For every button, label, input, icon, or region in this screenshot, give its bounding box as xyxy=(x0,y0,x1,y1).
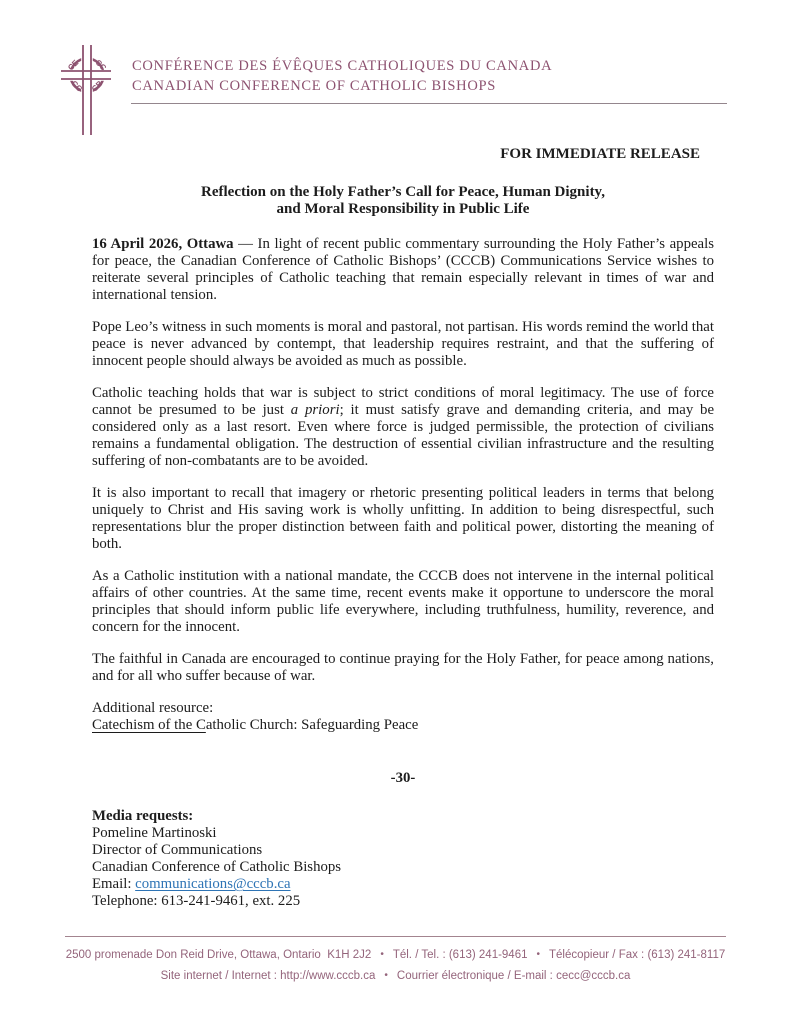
contact-phone-line: Telephone: 613-241-9461, ext. 225 xyxy=(92,893,301,909)
footer-email: Courrier électronique / E-mail : cecc@cccb.ca xyxy=(396,969,631,982)
page-footer xyxy=(0,936,791,986)
document-title xyxy=(92,184,714,218)
document-body xyxy=(92,146,714,910)
contact-name: Pomeline Martinoski xyxy=(92,825,217,841)
resource-link-rest: atholic Church: Safeguarding Peace xyxy=(205,717,419,733)
bullet-separator-icon: • xyxy=(536,949,541,960)
svg-text:CC: CC xyxy=(93,57,109,73)
footer-telephone: Tél. / Tel. : (613) 241-9461 xyxy=(392,949,528,961)
contact-organization: Canadian Conference of Catholic Bishops xyxy=(92,859,342,875)
org-name-english: CANADIAN CONFERENCE OF CATHOLIC BISHOPS xyxy=(132,77,497,94)
footer-address: 2500 promenade Don Reid Drive, Ottawa, Ontario K1H 2J2 xyxy=(65,949,372,961)
cccb-logo xyxy=(60,44,112,136)
paragraph-5: As a Catholic institution with a national mandate, the CCCB does not intervene in the internal political affairs of other countries. At the same time, recent events make it opportune to underscore the moral principles that should inform public life everywhere, including truthfulness, humility, reverence, and concern for the innocent. xyxy=(92,568,714,635)
cross-circle-logo-icon xyxy=(60,44,112,136)
media-requests-heading: Media requests: xyxy=(92,808,194,824)
resource-label: Additional resource: xyxy=(92,700,214,716)
footer-address-line xyxy=(65,945,726,966)
latin-phrase: a priori xyxy=(290,402,340,418)
svg-text:CC: CC xyxy=(69,78,85,94)
header-divider xyxy=(131,103,727,104)
body-paragraphs xyxy=(92,236,714,910)
email-link[interactable]: communications@cccb.ca xyxy=(135,876,291,892)
footer-content xyxy=(65,936,726,986)
paragraph-4: It is also important to recall that imagery or rhetoric presenting political leaders in terms that belong uniquely to Christ and His saving work is wholly unfitting. In addition to being disrespectful, such representations blur the proper distinction between faith and political power, distorting the meaning of both. xyxy=(92,485,714,552)
media-requests-block xyxy=(92,808,714,910)
bullet-separator-icon: • xyxy=(380,949,384,960)
footer-web-line xyxy=(65,966,726,987)
footer-fax: Télécopieur / Fax : (613) 241-8117 xyxy=(549,949,726,961)
email-label: Email: xyxy=(92,876,136,892)
bullet-separator-icon: • xyxy=(384,969,388,981)
contact-email-line xyxy=(92,876,714,893)
paragraph-6: The faithful in Canada are encouraged to continue praying for the Holy Father, for peace among nations, and for all who suffer because of war. xyxy=(92,651,714,684)
release-tag: FOR IMMEDIATE RELEASE xyxy=(500,146,700,162)
paragraph-1-text: — In light of recent public commentary surrounding the Holy Father’s appeals for peace, the Canadian Conference of Catholic Bishops’ (CCCB) Communications Service wishes to reiterate several principles of Catholic teaching that remain especially relevant in times of war and international tension. xyxy=(92,236,714,303)
catechism-link[interactable]: Catechism of the C xyxy=(92,717,206,733)
organization-names xyxy=(132,57,552,96)
contact-title: Director of Communications xyxy=(92,842,263,858)
dateline: 16 April 2026, Ottawa xyxy=(92,236,234,252)
svg-text:CB: CB xyxy=(89,78,105,94)
svg-text:CE: CE xyxy=(66,58,81,73)
title-line-1: Reflection on the Holy Father’s Call for Peace, Human Dignity, xyxy=(201,184,605,200)
paragraph-3-text-before: Catholic teaching holds that war is subject to strict conditions of moral legitimacy. The use of force cannot be presumed to be just xyxy=(92,385,714,418)
footer-website: Site internet / Internet : http://www.cccb.ca xyxy=(160,969,376,982)
end-of-release-mark: -30- xyxy=(390,770,416,786)
additional-resource xyxy=(92,700,714,734)
resource-link-line xyxy=(92,717,714,734)
paragraph-1 xyxy=(92,236,714,304)
paragraph-2: Pope Leo’s witness in such moments is moral and pastoral, not partisan. His words remind the world that peace is never advanced by contempt, that leadership requires restraint, and that the suffering of innocent people should always be avoided as much as possible. xyxy=(92,319,714,369)
org-name-french: CONFÉRENCE DES ÉVÊQUES CATHOLIQUES DU CANADA xyxy=(132,58,553,74)
paragraph-3 xyxy=(92,385,714,470)
title-line-2: and Moral Responsibility in Public Life xyxy=(276,201,530,217)
paragraph-3-text-after: ; it must satisfy grave and demanding criteria, and may be considered only as a last resort. Even where force is judged permissible, the protection of civilians remains a fundamental obligation. The destruction of essential civilian infrastructure and the resulting suffering of non-combatants are to be avoided. xyxy=(92,402,715,469)
